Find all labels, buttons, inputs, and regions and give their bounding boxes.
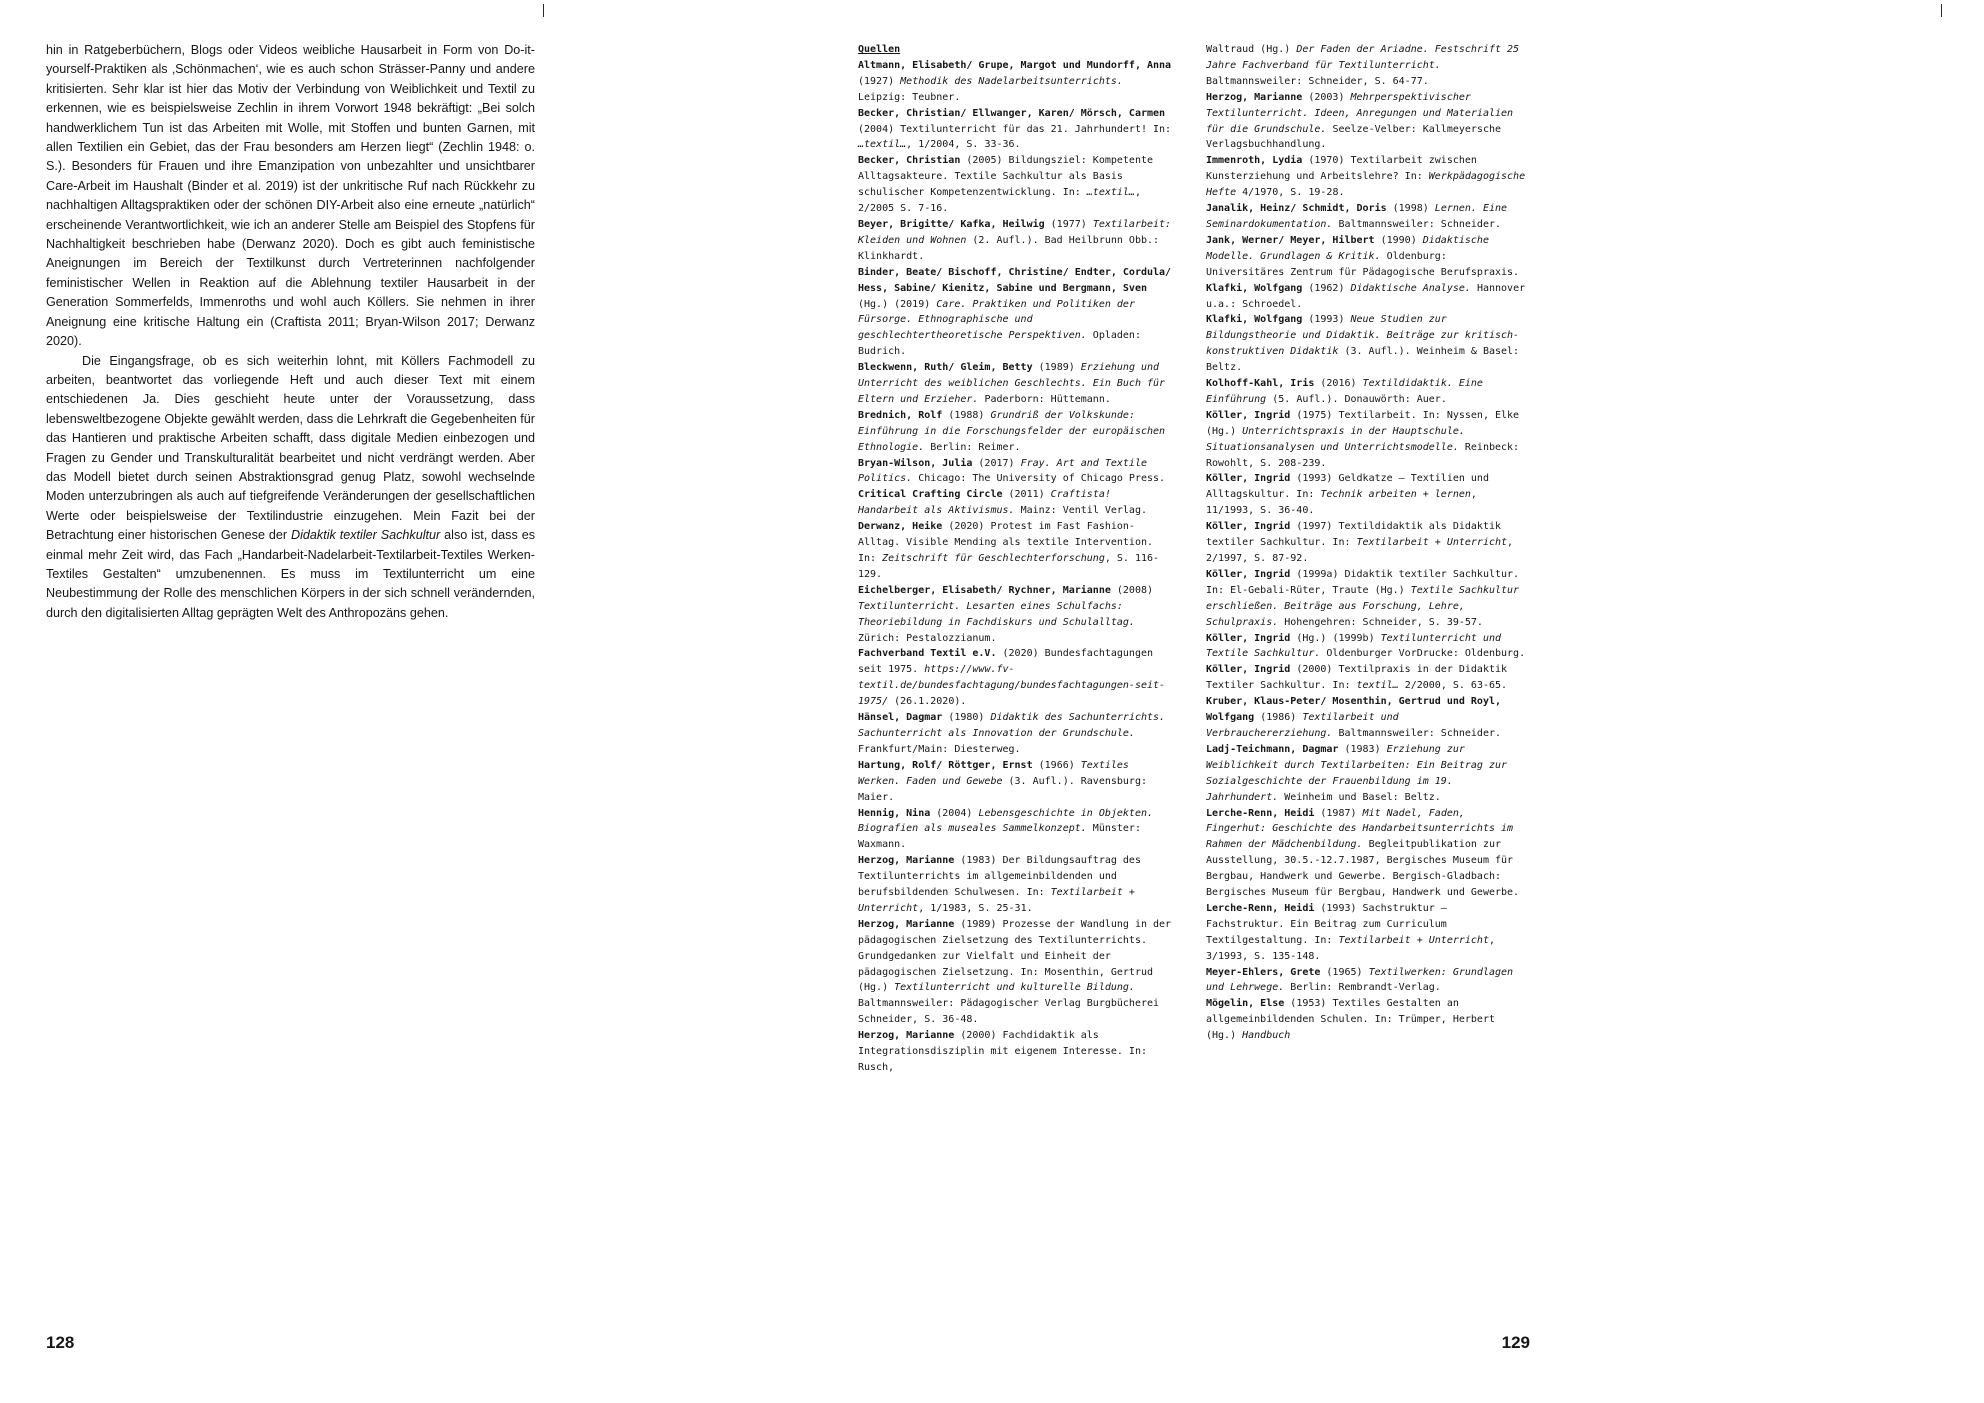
text-run: , 1/2004, S. 33-36. [906, 139, 1021, 151]
reference-authors: Köller, Ingrid [1206, 664, 1291, 676]
italic-title: Craftista! Handarbeit als Aktivismus. [858, 489, 1111, 517]
reference-entry [858, 519, 1176, 583]
text-run: (1999a) Didaktik textiler Sachkultur. In: El-Gebali-Rüter, Traute (Hg.) [1206, 568, 1520, 596]
text-run: (1986) [1254, 712, 1303, 724]
text-run: (2020) Protest im Fast Fashion-Alltag. Visible Mending als textile Intervention. In: [858, 521, 1154, 564]
text-run: Begleitpublikation zur Ausstellung, 30.5.-12.7.1987, Bergisches Museum für Bergbau, Handwerk und Gewerbe. Bergisch-Gladbach: Bergisches Museum für Bergbau, Handwerk und Gewerbe. [1206, 839, 1520, 899]
text-run: (2004) Textilunterricht für das 21. Jahrhundert! In: [858, 123, 1172, 135]
references-heading: Quellen [858, 44, 901, 55]
italic-title: Erziehung und Unterricht des weiblichen Geschlechts. Ein Buch für Eltern und Erzieher. [858, 362, 1166, 405]
reference-entry [1206, 996, 1530, 1044]
text-run: Leipzig: Teubner. [858, 91, 961, 103]
text-run: Münster: Waxmann. [858, 823, 1141, 851]
text-run: Reinbeck: Rowohlt, S. 208-239. [1206, 441, 1520, 469]
text-run: , 1/1983, S. 25-31. [918, 902, 1033, 914]
text-run: (1993) Geldkatze – Textilien und Alltagskultur. In: [1206, 473, 1489, 501]
reference-authors: Jank, Werner/ Meyer, Hilbert [1206, 234, 1375, 246]
reference-authors: Hänsel, Dagmar [858, 712, 943, 724]
reference-entry [1206, 567, 1530, 631]
italic-title: Textilarbeit + Unterricht [858, 887, 1135, 914]
italic-title: Textiles Werken. Faden und Gewebe [858, 759, 1129, 787]
italic-title: Textilwerken: Grundlagen und Lehrwege. [1206, 966, 1514, 994]
reference-authors: Fachverband Textil e.V. [858, 648, 997, 660]
text-run: (1988) [942, 409, 991, 421]
text-run: (1983) [1338, 743, 1387, 755]
reference-entry [1206, 408, 1530, 472]
text-run: Weinheim und Basel: Beltz. [1278, 791, 1441, 803]
text-run: Mainz: Ventil Verlag. [1014, 505, 1147, 517]
reference-entry [858, 853, 1176, 917]
text-run: (1953) Textiles Gestalten an allgemeinbildenden Schulen. In: Trümper, Herbert (Hg.) [1206, 998, 1495, 1042]
text-run: (1990) [1374, 234, 1423, 246]
italic-title: Textilarbeit und Verbrauchererziehung. [1206, 712, 1399, 739]
reference-entry [858, 917, 1176, 1028]
italic-title: Textilarbeit + Unterricht [1338, 934, 1489, 946]
text-run: Hannover u.a.: Schroedel. [1206, 282, 1526, 310]
text-run: Baltmannsweiler: Schneider. [1332, 727, 1502, 739]
text-run: Berlin: Rembrandt-Verlag. [1284, 982, 1441, 994]
body-paragraph [46, 352, 535, 624]
text-run: Chicago: The University of Chicago Press. [912, 473, 1166, 485]
text-run: (3. Aufl.). Ravensburg: Maier. [858, 775, 1147, 803]
text-run: (2000) Fachdidaktik als Integrationsdisziplin mit eigenem Interesse. In: Rusch, [858, 1030, 1147, 1073]
reference-authors: Becker, Christian [858, 155, 961, 167]
italic-title: Didaktische Analyse. [1350, 282, 1471, 294]
text-run: (2011) [1002, 489, 1051, 501]
text-run: (2016) [1314, 378, 1363, 390]
page-number-right: 129 [1501, 1333, 1530, 1352]
italic-title: Textilunterricht. Lesarten eines Schulfachs: Theoriebildung in Fachdiskurs und Schulalltag. [858, 600, 1135, 628]
text-run: Seelze-Velber: Kallmeyersche Verlagsbuchhandlung. [1206, 123, 1502, 151]
italic-title: Fray. Art and Textile Politics. [858, 457, 1147, 485]
text-run: Die Eingangsfrage, ob es sich weiterhin lohnt, mit Köllers Fachmodell zu arbeiten, beantwortet das vorliegende Heft und auch dieser Text mit einem entschiedenen Ja. Dies geschieht heute unter der Voraussetzung, dass lebensweltbezogene Objekte gewählt werden, dass die Lehrkraft die Gegebenheiten für das Hantieren und praktische Arbeiten schafft, dass digitale Medien einbezogen und Fragen zu Gender und Transkulturalität bearbeitet und nicht verdrängt werden. Aber das Modell bietet durch seinen Abstraktionsgrad genug Platz, sowohl wechselnde Moden unterzubringen als auch auf tiefgreifende Veränderungen der gesellschaftlichen Werte oder beispielsweise der Textilindustrie einzugehen. Mein Fazit bei der Betrachtung einer historischen Genese der [46, 353, 535, 543]
text-run: Zürich: Pestalozzianum. [858, 632, 997, 644]
text-run: Baltmannsweiler: Schneider, S. 64-77. [1206, 75, 1429, 87]
reference-authors: Köller, Ingrid [1206, 568, 1291, 580]
reference-entry [858, 360, 1176, 408]
reference-authors: Herzog, Marianne [858, 855, 955, 867]
text-run: (1989) [1032, 362, 1081, 374]
text-run: (2003) [1302, 91, 1351, 103]
italic-title: textil… [1356, 680, 1399, 692]
text-run: (2017) [972, 457, 1021, 469]
text-run: Frankfurt/Main: Diesterweg. [858, 743, 1021, 755]
italic-title: Unterrichtspraxis in der Hauptschule. Situationsanalysen und Unterrichtsmodelle. [1206, 425, 1465, 453]
reference-entry [1206, 90, 1530, 154]
reference-entry [1206, 965, 1530, 997]
body-text-column [46, 41, 535, 623]
text-run: (2008) [1110, 584, 1154, 596]
italic-title: Technik arbeiten + lernen [1320, 489, 1471, 501]
italic-title: Textilunterricht und Textile Sachkultur. [1206, 632, 1502, 660]
text-run: (1997) Textildidaktik als Didaktik textiler Sachkultur. In: [1206, 521, 1502, 549]
body-paragraph [46, 41, 535, 352]
reference-entry [1206, 201, 1530, 233]
italic-title: Textilarbeit: Kleiden und Wohnen [858, 218, 1172, 246]
page-number-left: 128 [46, 1333, 75, 1352]
text-run: 2/2000, S. 63-65. [1398, 680, 1508, 692]
reference-entry [1206, 901, 1530, 965]
text-run: (5. Aufl.). Donauwörth: Auer. [1266, 393, 1447, 405]
references-list-1 [858, 58, 1176, 1076]
reference-authors: Köller, Ingrid [1206, 521, 1291, 533]
italic-title: …textil… [1086, 187, 1135, 199]
text-run: (3. Aufl.). Weinheim & Basel: Beltz. [1206, 346, 1520, 374]
text-run: (2005) Bildungsziel: Kompetente Alltagsakteure. Textile Sachkultur als Basis schulischer Kompetenzentwicklung. In: [858, 155, 1154, 199]
reference-authors: Hennig, Nina [858, 807, 931, 819]
reference-authors: Mögelin, Else [1206, 998, 1285, 1010]
reference-entry [858, 217, 1176, 265]
reference-entry [858, 758, 1176, 806]
text-run: (1977) [1044, 218, 1093, 230]
italic-title: Lernen. Eine Seminardokumentation. [1206, 203, 1508, 230]
italic-title: Textile Sachkultur erschließen. Beiträge aus Forschung, Lehre, Schulpraxis. [1206, 584, 1520, 628]
crop-mark-left [543, 4, 544, 17]
text-run: (2020) Bundesfachtagungen seit 1975. [858, 648, 1154, 676]
text-run: , S. 116-129. [858, 553, 1160, 580]
reference-authors: Binder, Beate/ Bischoff, Christine/ Endter, Cordula/ Hess, Sabine/ Kienitz, Sabine und Bergmann, Sven [858, 266, 1172, 294]
reference-authors: Klafki, Wolfgang [1206, 314, 1303, 326]
reference-authors: Eichelberger, Elisabeth/ Rychner, Marianne [858, 584, 1111, 596]
italic-title: Methodik des Nadelarbeitsunterrichts. [900, 75, 1123, 87]
text-run: (1987) [1314, 807, 1363, 819]
text-run: (1989) Prozesse der Wandlung in der pädagogischen Zielsetzung des Textilunterrichts. Grundgedanken zur Vielfalt und Einheit der pädagogischen Zielsetzung. In: Mosenthin, Gertrud (Hg.) [858, 918, 1172, 994]
italic-title: Didaktik des Sachunterrichts. Sachunterricht als Innovation der Grundschule. [858, 712, 1166, 739]
reference-authors: Köller, Ingrid [1206, 632, 1291, 644]
text-run: (Hg.) (2019) [858, 298, 937, 310]
reference-authors: Janalik, Heinz/ Schmidt, Doris [1206, 203, 1387, 215]
references-column-1 [858, 42, 1176, 1076]
text-run: (26.1.2020). [888, 696, 967, 708]
reference-authors: Köller, Ingrid [1206, 409, 1291, 421]
reference-authors: Hartung, Rolf/ Röttger, Ernst [858, 759, 1033, 771]
text-run: Baltmannsweiler: Pädagogischer Verlag Burgbücherei Schneider, S. 36-48. [858, 998, 1160, 1026]
italic-title: Textilunterricht und kulturelle Bildung. [894, 982, 1135, 994]
italic-title: Handbuch [1242, 1030, 1291, 1042]
text-run: (2. Aufl.). Bad Heilbrunn Obb.: Klinkhardt. [858, 234, 1160, 262]
reference-authors: Beyer, Brigitte/ Kafka, Heilwig [858, 218, 1045, 230]
reference-entry [858, 106, 1176, 154]
italic-title: Grundriß der Volkskunde: Einführung in die Forschungsfelder der europäischen Ethnologie. [858, 409, 1166, 453]
text-run: Oldenburger VorDrucke: Oldenburg. [1320, 648, 1526, 660]
reference-entry [858, 646, 1176, 710]
reference-entry [858, 153, 1176, 217]
text-run: (2004) [930, 807, 979, 819]
reference-entry [858, 408, 1176, 456]
reference-authors: Kruber, Klaus-Peter/ Mosenthin, Gertrud und Royl, Wolfgang [1206, 696, 1502, 724]
italic-title: Neue Studien zur Bildungstheorie und Didaktik. Beiträge zur kritisch-konstruktiven Didaktik [1206, 314, 1520, 358]
reference-entry [858, 265, 1176, 360]
reference-authors: Lerche-Renn, Heidi [1206, 807, 1315, 819]
italic-title: Textildidaktik. Eine Einführung [1206, 378, 1483, 405]
text-run: Baltmannsweiler: Schneider. [1332, 218, 1502, 230]
text-run: 4/1970, S. 19-28. [1236, 187, 1345, 199]
reference-entry [1206, 281, 1530, 313]
reference-authors: Bleckwenn, Ruth/ Gleim, Betty [858, 362, 1033, 374]
reference-entry [858, 487, 1176, 519]
italic-title: Mehrperspektivischer Textilunterricht. Ideen, Anregungen und Materialien für die Grundschule. [1206, 91, 1514, 135]
italic-title: Lebensgeschichte in Objekten. Biografien als museales Sammelkonzept. [858, 807, 1154, 835]
text-run: (1998) [1386, 203, 1435, 215]
text-run: , 3/1993, S. 135-148. [1206, 934, 1495, 962]
italic-title: Der Faden der Ariadne. Festschrift 25 Jahre Fachverband für Textilunterricht. [1206, 44, 1520, 71]
reference-authors: Brednich, Rolf [858, 409, 943, 421]
text-run: (1980) [942, 712, 991, 724]
reference-authors: Meyer-Ehlers, Grete [1206, 966, 1321, 978]
reference-authors: Altmann, Elisabeth/ Grupe, Margot und Mundorff, Anna [858, 59, 1172, 71]
italic-title: …textil… [858, 139, 907, 151]
reference-authors: Kolhoff-Kahl, Iris [1206, 378, 1315, 390]
text-run: (1927) [858, 75, 901, 87]
reference-entry [1206, 233, 1530, 281]
text-run: Waltraud (Hg.) [1206, 44, 1297, 55]
reference-entry [1206, 662, 1530, 694]
text-run: (1970) Textilarbeit zwischen Kunsterziehung und Arbeitslehre? In: [1206, 155, 1477, 183]
italic-title: Zeitschrift für Geschlechterforschung [882, 553, 1105, 564]
italic-title: Mit Nadel, Faden, Fingerhut: Geschichte des Handarbeitsunterrichts im Rahmen der Mädchenbildung. [1206, 807, 1514, 851]
references-list-2 [1206, 42, 1530, 1044]
reference-entry [1206, 631, 1530, 663]
reference-authors: Ladj-Teichmann, Dagmar [1206, 743, 1339, 755]
text-run: also ist, dass es einmal mehr Zeit wird, das Fach „Handarbeit-Nadelarbeit-Textilarbeit-Textiles Werken-Textiles Gestalten“ umzubenennen. Es muss im Textilunterricht um eine Neubestimmung der Rolle des menschlichen Körpers in der sich schnell verändernden, durch den digitalisierten Alltag geprägten Welt des Anthropozäns gehen. [46, 528, 535, 620]
italic-title: Textilarbeit + Unterricht [1356, 537, 1508, 549]
text-run: (1962) [1302, 282, 1351, 294]
reference-entry [1206, 312, 1530, 376]
reference-authors: Critical Crafting Circle [858, 489, 1003, 501]
italic-title: Erziehung zur Weiblichkeit durch Textilarbeiten: Ein Beitrag zur Sozialgeschichte der Frauenbildung im 19. Jahrhundert. [1206, 743, 1508, 803]
reference-entry [1206, 742, 1530, 806]
text-run: , 11/1993, S. 36-40. [1206, 489, 1477, 517]
reference-entry [1206, 694, 1530, 742]
references-column-2 [1206, 42, 1530, 1044]
text-run: (1993) [1302, 314, 1351, 326]
text-run: (Hg.) (1999b) [1290, 632, 1381, 644]
text-run: (1975) Textilarbeit. In: Nyssen, Elke (Hg.) [1206, 409, 1520, 437]
text-run: hin in Ratgeberbüchern, Blogs oder Videos weibliche Hausarbeit in Form von Do-it-yourself-Praktiken als ‚Schönmachen‘, wie es auch schon Strässer-Panny und andere kritisierten. Sehr klar ist hier das Motiv der Verbindung von Weiblichkeit und Textil zu erkennen, wie es beispielsweise Zechlin in ihrem Vorwort 1948 bekräftigt: „Bei solch handwerklichem Tun ist das Arbeiten mit Wolle, mit Stoffen und bunten Garnen, mit allen Textilien ein Gebiet, das der Frau besonders am Herzen liegt“ (Zechlin 1948: o. S.). Besonders für Frauen und ihre Emanzipation von unbezahlter und unsichtbarer Care-Arbeit im Haushalt (Binder et al. 2019) ist der unkritische Ruf nach Rückkehr zu nachhaltigen Alltagspraktiken oder der schönen DIY-Arbeit also eine erneute „natürlich“ erscheinende Verantwortlichkeit, wie ich an anderer Stelle am Beispiel des Stopfens für Nachhaltigkeit beschrieben habe (Derwanz 2020). Doch es gibt auch feministische Aneignungen im Bereich der Textilkunst durch Vertreterinnen nachfolgender feministischer Wellen in Reaktion auf die Ablehnung textiler Hausarbeit in der Generation Sommerfelds, Immenroths und wohl auch Köllers. Sie nehmen in ihrer Aneignung eine kritische Haltung ein (Craftista 2011; Bryan-Wilson 2017; Derwanz 2020). [46, 43, 535, 349]
reference-authors: Bryan-Wilson, Julia [858, 457, 973, 469]
reference-entry [858, 1028, 1176, 1076]
reference-authors: Herzog, Marianne [858, 1030, 955, 1042]
text-run: (1983) Der Bildungsauftrag des Textilunterrichts im allgemeinbildenden und berufsbildenden Schulwesen. In: [858, 855, 1141, 899]
reference-entry [1206, 376, 1530, 408]
text-run: Opladen: Budrich. [858, 330, 1141, 358]
italic-title: Care. Praktiken und Politiken der Fürsorge. Ethnographische und geschlechtertheoretische Perspektiven. [858, 298, 1135, 342]
italic-title: Didaktik textiler Sachkultur [291, 528, 441, 543]
reference-entry [1206, 806, 1530, 901]
reference-entry [1206, 42, 1530, 90]
reference-entry [858, 710, 1176, 758]
reference-entry [858, 583, 1176, 647]
text-run: , 2/2005 S. 7-16. [858, 187, 1141, 215]
text-run: Oldenburg: Universitäres Zentrum für Pädagogische Berufspraxis. [1206, 250, 1520, 278]
text-run: Berlin: Reimer. [924, 441, 1021, 453]
text-run: (1965) [1320, 966, 1369, 978]
reference-entry [1206, 519, 1530, 567]
text-run: (2000) Textilpraxis in der Didaktik Textiler Sachkultur. In: [1206, 664, 1508, 692]
italic-title: https://www.fv-textil.de/bundesfachtagung/bundesfachtagungen-seit-1975/ [858, 664, 1166, 708]
reference-authors: Derwanz, Heike [858, 521, 943, 533]
crop-mark-right [1941, 4, 1942, 17]
reference-entry [1206, 471, 1530, 519]
text-run: Paderborn: Hüttemann. [978, 393, 1111, 405]
reference-authors: Lerche-Renn, Heidi [1206, 902, 1315, 914]
reference-authors: Herzog, Marianne [858, 918, 955, 930]
reference-entry [858, 456, 1176, 488]
reference-authors: Köller, Ingrid [1206, 473, 1291, 485]
reference-authors: Klafki, Wolfgang [1206, 282, 1303, 294]
text-run: (1993) Sachstruktur – Fachstruktur. Ein Beitrag zum Curriculum Textilgestaltung. In: [1206, 902, 1447, 946]
reference-authors: Immenroth, Lydia [1206, 155, 1303, 167]
reference-authors: Herzog, Marianne [1206, 91, 1303, 103]
italic-title: Didaktische Modelle. Grundlagen & Kritik. [1206, 234, 1489, 262]
reference-authors: Becker, Christian/ Ellwanger, Karen/ Mörsch, Carmen [858, 107, 1166, 119]
italic-title: Werkpädagogische Hefte [1206, 171, 1526, 199]
reference-entry [858, 58, 1176, 106]
text-run: (1966) [1032, 759, 1081, 771]
reference-entry [858, 806, 1176, 854]
reference-entry [1206, 153, 1530, 201]
text-run: , 2/1997, S. 87-92. [1206, 537, 1514, 564]
text-run: Hohengehren: Schneider, S. 39-57. [1278, 616, 1483, 628]
